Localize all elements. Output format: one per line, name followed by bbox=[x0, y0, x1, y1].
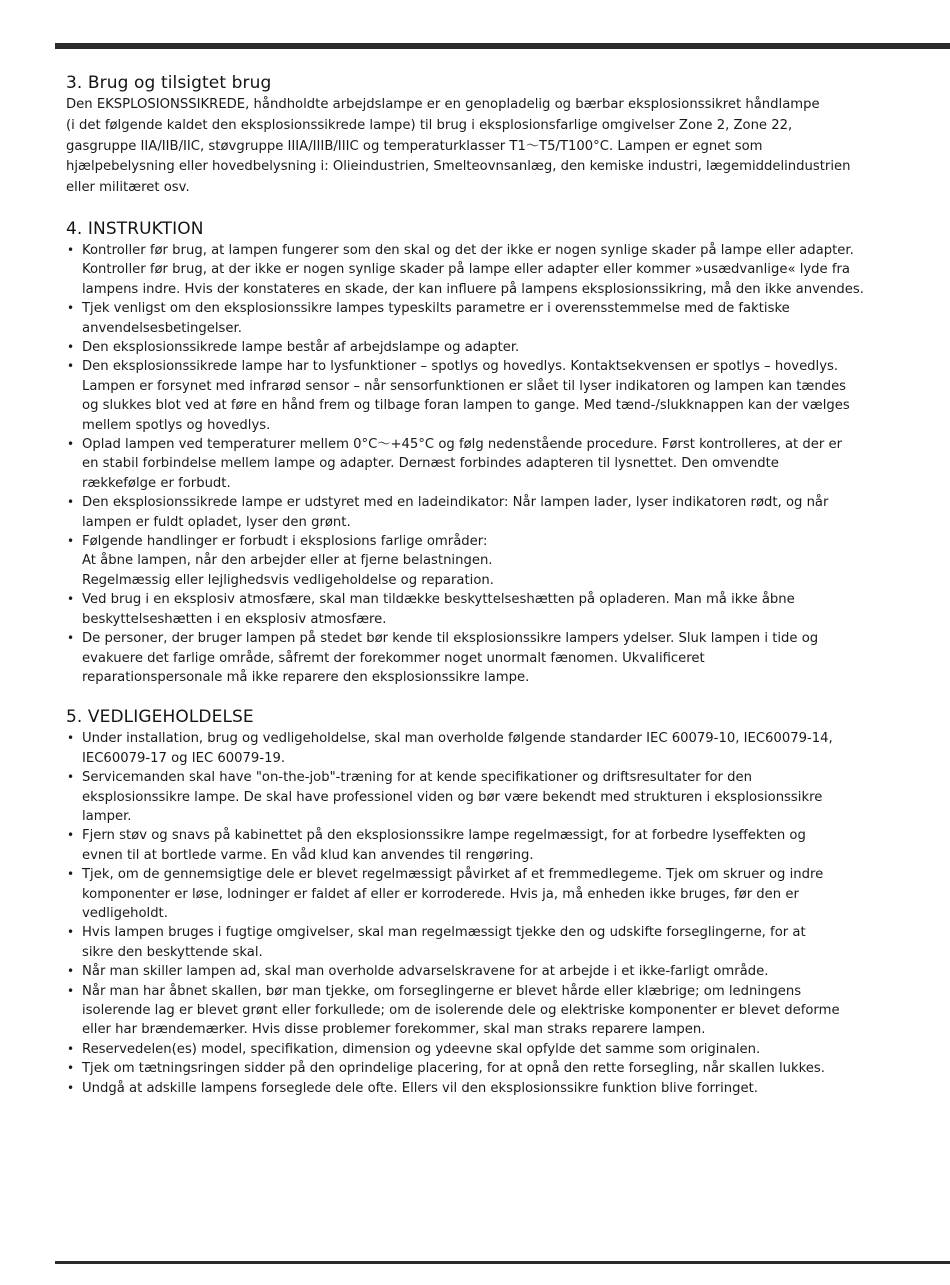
section-heading: 5. VEDLIGEHOLDELSE bbox=[66, 707, 254, 728]
list-item: • Oplad lampen ved temperaturer mellem 0°C～+45°C og følg nedenstående procedure. Først kontrolleres, at der er en stabil forbindelse mellem lampe og adapter. Dernæst forbindes adapteren til lysnettet. Den omvendte rækkefølge er forbudt. bbox=[66, 435, 916, 493]
list-item: • Følgende handlinger er forbudt i eksplosions farlige områder: At åbne lampen, når den arbejder eller at fjerne belastningen. Regelmæssig eller lejlighedsvis vedligeholdelse og reparation. bbox=[66, 532, 916, 590]
section-paragraph: Den EKSPLOSIONSSIKREDE, håndholdte arbejdslampe er en genopladelig og bærbar eksplosionssikret håndlampe (i det følgende kaldet den eksplosionssikrede lampe) til brug i eksplosionsfarlige omgivelser Zone 2, Zone 22, gasgruppe IIA/IIB/IIC, støvgruppe IIIA/IIIB/IIIC og temperaturklasser T1～T5/T100°C. Lampen er egnet som hjælpebelysning eller hovedbelysning i: Olieindustrien, Smelteovnsanlæg, den kemiske industri, lægemiddelindustrien eller militæret osv. bbox=[66, 97, 851, 196]
list-item: • Den eksplosionssikrede lampe er udstyret med en ladeindikator: Når lampen lader, lyser indikatoren rødt, og når lampen er fuldt opladet, lyser den grønt. bbox=[66, 493, 916, 532]
list-item: • Hvis lampen bruges i fugtige omgivelser, skal man regelmæssigt tjekke den og udskifte forseglingerne, for at sikre den beskyttende skal. bbox=[66, 923, 916, 962]
top-rule bbox=[55, 43, 950, 49]
list-item: • Når man har åbnet skallen, bør man tjekke, om forseglingerne er blevet hårde eller klæbrige; om ledningens isolerende lag er blevet grønt eller forkullede; om de isolerende dele og elektriske komponenter er blevet deforme eller har brændemærker. Hvis disse problemer forekommer, skal man straks reparere lampen. bbox=[66, 982, 916, 1040]
list-item: • Under installation, brug og vedligeholdelse, skal man overholde følgende standarder IEC 60079-10, IEC60079-14, IEC60079-17 og IEC 60079-19. bbox=[66, 729, 916, 768]
list-item: • Servicemanden skal have "on-the-job"-træning for at kende specifikationer og driftsresultater for den eksplosionssikre lampe. De skal have professionel viden og bør være bekendt med strukturen i eksplosionssikre lamper. bbox=[66, 768, 916, 826]
page-content bbox=[66, 72, 916, 1098]
list-item: • Tjek om tætningsringen sidder på den oprindelige placering, for at opnå den rette forsegling, når skallen lukkes. bbox=[66, 1059, 916, 1078]
maintenance-list bbox=[66, 729, 916, 1098]
section-intended-use bbox=[66, 72, 916, 199]
bottom-rule bbox=[55, 1261, 950, 1264]
section-maintenance bbox=[66, 706, 916, 1098]
instruction-list bbox=[66, 241, 916, 687]
list-item: • Undgå at adskille lampens forseglede dele ofte. Ellers vil den eksplosionssikre funktion blive forringet. bbox=[66, 1079, 916, 1098]
list-item: • Kontroller før brug, at lampen fungerer som den skal og det der ikke er nogen synlige skader på lampe eller adapter. Kontroller før brug, at der ikke er nogen synlige skader på lampe eller adapter eller kommer »usædvanlige« lyde fra lampens indre. Hvis der konstateres en skade, der kan influere på lampens eksplosionssikring, må den ikke anvendes. bbox=[66, 241, 916, 299]
list-item: • Den eksplosionssikrede lampe har to lysfunktioner – spotlys og hovedlys. Kontaktsekvensen er spotlys – hovedlys. Lampen er forsynet med infrarød sensor – når sensorfunktionen er slået til lyser indikatoren og lampen kan tændes og slukkes blot ved at føre en hånd frem og tilbage foran lampen to gange. Med tænd-/slukknappen kan der vælges mellem spotlys og hovedlys. bbox=[66, 357, 916, 435]
list-item: • Tjek, om de gennemsigtige dele er blevet regelmæssigt påvirket af et fremmedlegeme. Tjek om skruer og indre komponenter er løse, lodninger er faldet af eller er korroderede. Hvis ja, må enheden ikke bruges, før den er vedligeholdt. bbox=[66, 865, 916, 923]
list-item: • Fjern støv og snavs på kabinettet på den eksplosionssikre lampe regelmæssigt, for at forbedre lyseffekten og evnen til at bortlede varme. En våd klud kan anvendes til rengøring. bbox=[66, 826, 916, 865]
list-item: • Når man skiller lampen ad, skal man overholde advarselskravene for at arbejde i et ikke-farligt område. bbox=[66, 962, 916, 981]
list-item: • Reservedelen(es) model, specifikation, dimension og ydeevne skal opfylde det samme som originalen. bbox=[66, 1040, 916, 1059]
section-heading: 4. INSTRUKTION bbox=[66, 218, 204, 239]
section-instruction bbox=[66, 218, 916, 687]
list-item: • Tjek venligst om den eksplosionssikre lampes typeskilts parametre er i overensstemmelse med de faktiske anvendelsesbetingelser. bbox=[66, 299, 916, 338]
list-item: • Ved brug i en eksplosiv atmosfære, skal man tildække beskyttelseshætten på opladeren. Man må ikke åbne beskyttelseshætten i en eksplosiv atmosfære. bbox=[66, 590, 916, 629]
section-heading: 3. Brug og tilsigtet brug bbox=[66, 73, 272, 93]
list-item: • Den eksplosionssikrede lampe består af arbejdslampe og adapter. bbox=[66, 338, 916, 357]
list-item: • De personer, der bruger lampen på stedet bør kende til eksplosionssikre lampers ydelser. Sluk lampen i tide og evakuere det farlige område, såfremt der forekommer noget unormalt fænomen. Ukvalificeret reparationspersonale må ikke reparere den eksplosionssikre lampe. bbox=[66, 629, 916, 687]
